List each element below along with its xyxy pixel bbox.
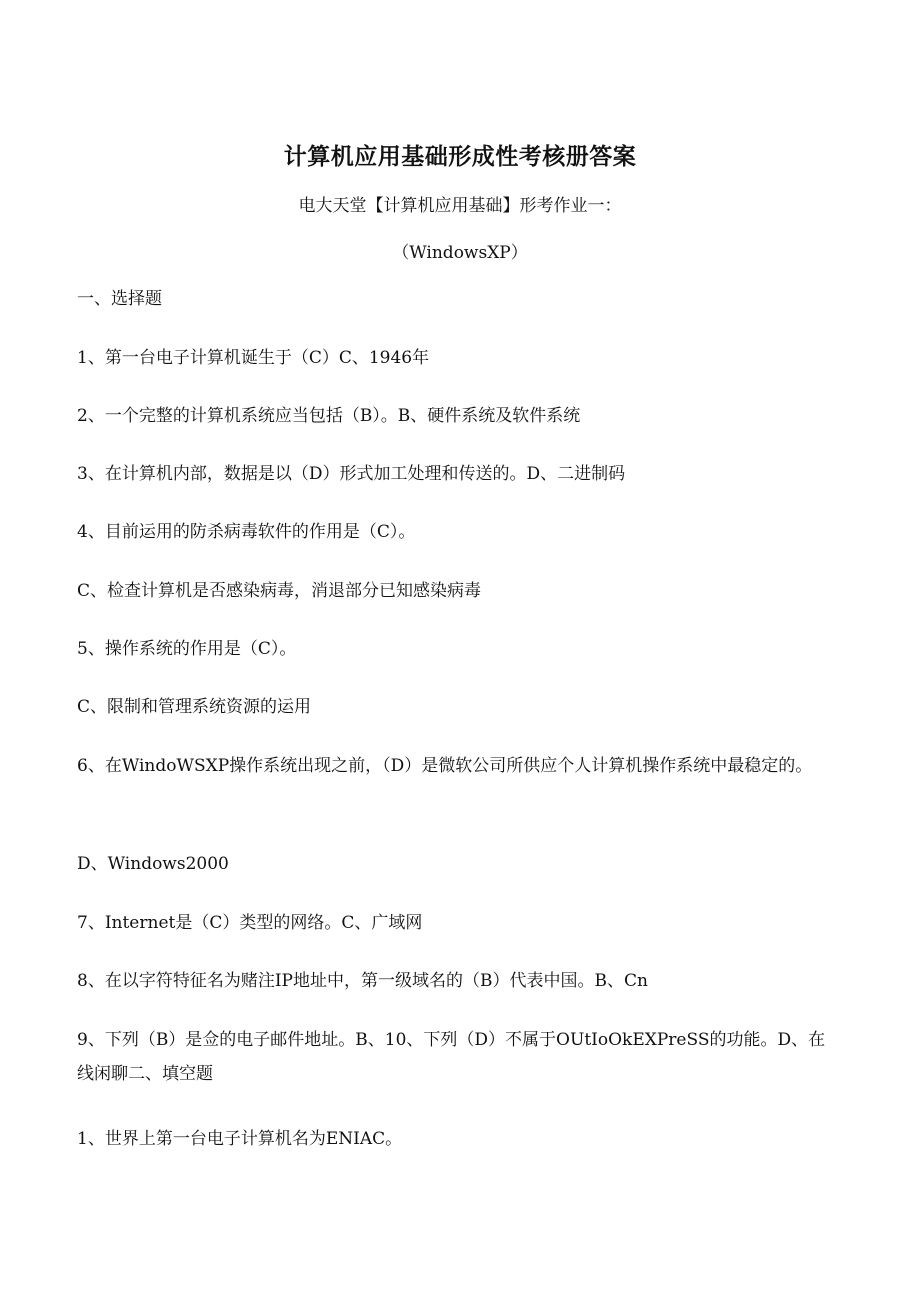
question-line: 1、第一台电子计算机诞生于（C）C、1946年	[77, 348, 430, 368]
answer-line: C、限制和管理系统资源的运用	[77, 697, 312, 717]
answer-line: C、检查计算机是否感染病毒，消退部分已知感染病毒	[77, 581, 482, 601]
question-line: 2、一个完整的计算机系统应当包括（B）。B、硬件系统及软件系统	[77, 406, 581, 426]
document-subtitle-os: （WindowsXP）	[392, 243, 528, 263]
question-line: 3、在计算机内部，数据是以（D）形式加工处理和传送的。D、二进制码	[77, 464, 626, 484]
question-line: 4、目前运用的防杀病毒软件的作用是（C）。	[77, 522, 416, 542]
question-line: 7、Internet是（C）类型的网络。C、广域网	[77, 913, 423, 933]
fill-in-line: 1、世界上第一台电子计算机名为ENIAC。	[77, 1129, 403, 1149]
answer-line: D、Windows2000	[77, 854, 229, 874]
section-heading: 一、选择题	[77, 289, 162, 309]
document-title: 计算机应用基础形成性考核册答案	[283, 144, 637, 170]
document-subtitle: 电大天堂【计算机应用基础】形考作业一：	[298, 196, 622, 216]
question-line: 8、在以字符特征名为赌注IP地址中，第一级域名的（B）代表中国。B、Cn	[77, 971, 648, 991]
question-paragraph: 9、下列（B）是佥的电子邮件地址。B、10、下列（D）不属于OUtIoOkEXPreSS的功能。D、在线闲聊二、填空题	[77, 1030, 826, 1084]
question-line: 5、操作系统的作用是（C）。	[77, 639, 297, 659]
question-paragraph: 6、在WindoWSXP操作系统出现之前，（D）是微软公司所供应个人计算机操作系统中最稳定的。	[77, 756, 813, 776]
